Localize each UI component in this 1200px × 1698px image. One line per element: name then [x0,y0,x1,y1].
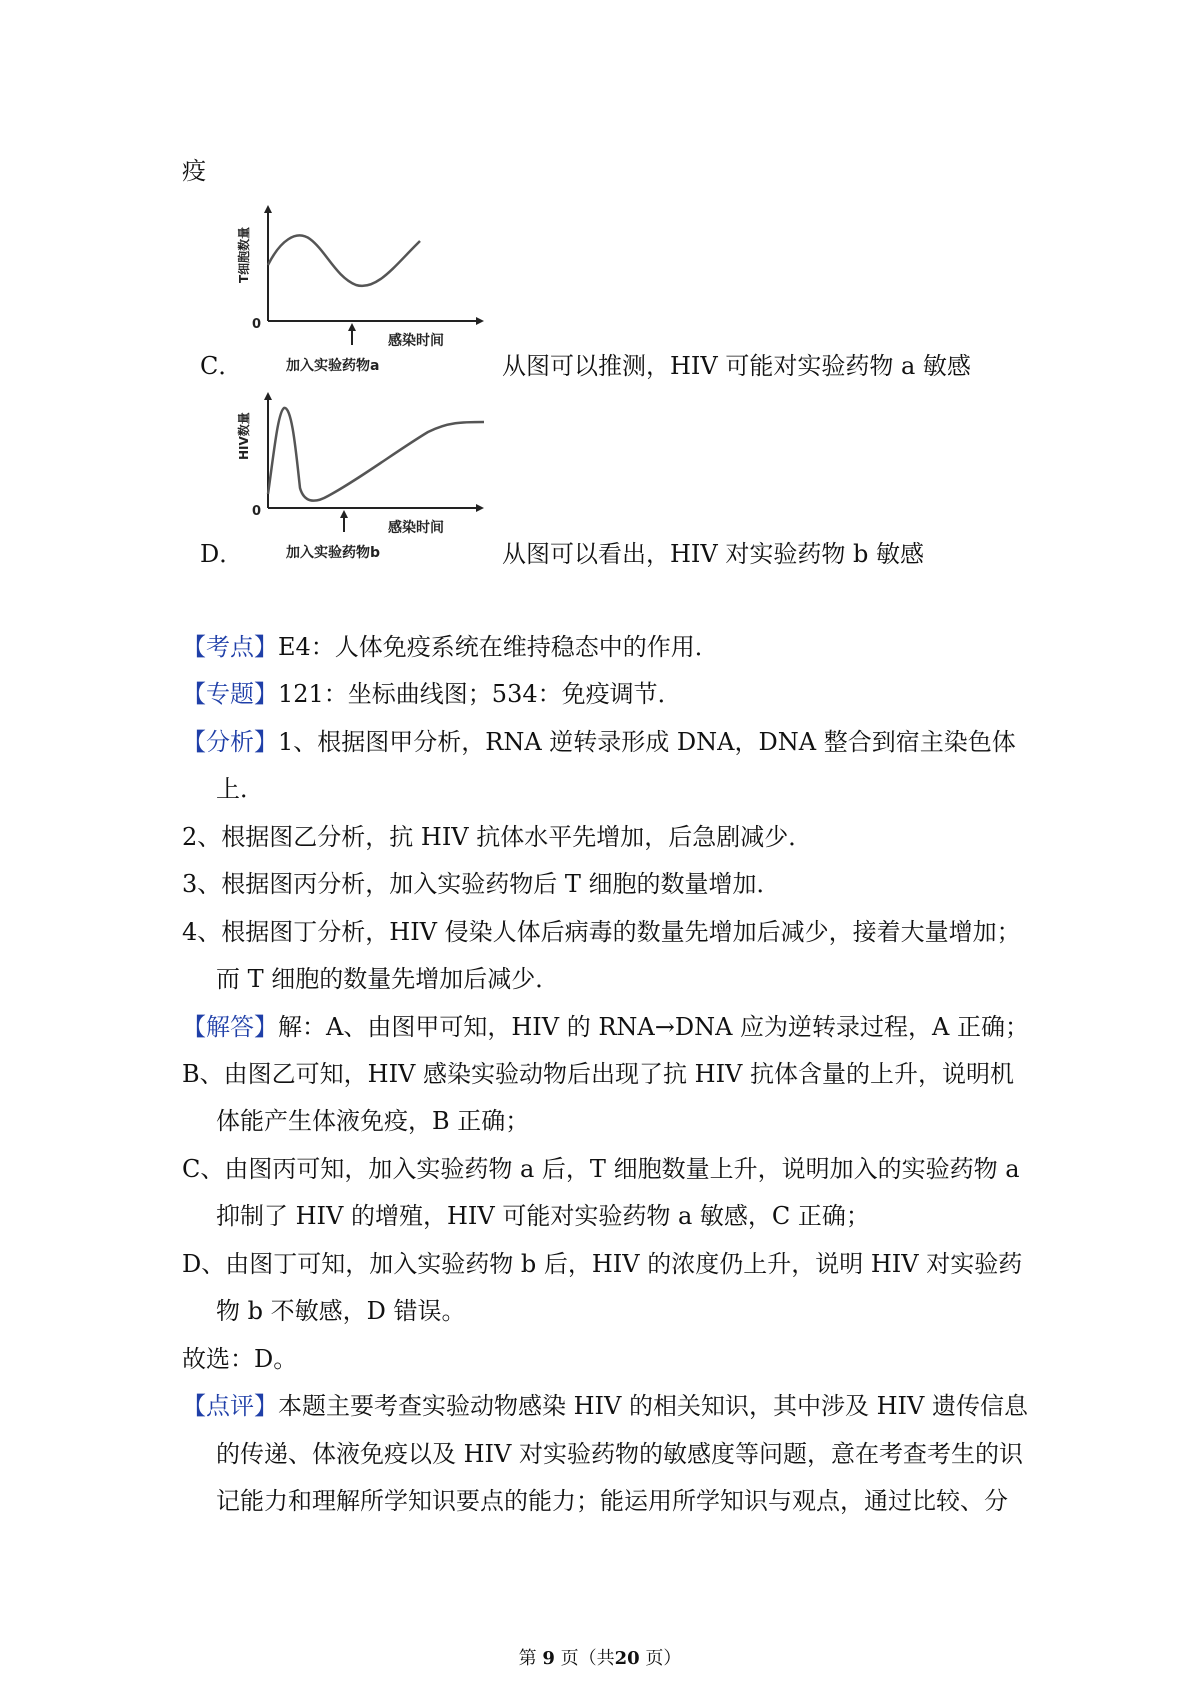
hiv-curve [268,408,484,501]
fenxi-text-1: 1、根据图甲分析，RNA 逆转录形成 DNA，DNA 整合到宿主染色体 [278,728,1016,756]
jieda-line-7: 物 b 不敏感，D 错误。 [216,1297,466,1325]
option-d-label: D． [200,540,244,568]
fenxi-tag: 【分析】 [182,728,278,756]
fenxi-line-6: 而 T 细胞的数量先增加后减少． [216,965,560,993]
zhuanti-text: 121：坐标曲线图；534：免疫调节． [278,680,682,708]
dianping-tag: 【点评】 [182,1392,278,1420]
option-d-text: 从图可以看出，HIV 对实验药物 b 敏感 [502,540,924,568]
jieda-line-2: B、由图乙可知，HIV 感染实验动物后出现了抗 HIV 抗体含量的上升，说明机 [182,1060,1015,1088]
arrow-label: 加入实验药物a [286,358,380,374]
jieda-line-3: 体能产生体液免疫，B 正确； [216,1107,530,1135]
zhuanti-tag: 【专题】 [182,680,278,708]
dianping-line-2: 的传递、体液免疫以及 HIV 对实验药物的敏感度等问题，意在考查考生的识 [216,1440,1023,1468]
y-axis-label: HIV数量 [237,412,251,460]
zhuanti-line [182,677,682,711]
jieda-line-1 [182,1010,1029,1044]
option-c-text: 从图可以推测，HIV 可能对实验药物 a 敏感 [502,352,971,380]
figure-d-hiv-chart [237,392,498,561]
x-axis-arrow [476,317,484,325]
figure-c-t-cell-chart [237,205,498,374]
x-axis-label: 感染时间 [388,333,444,349]
option-c-label: C． [200,352,243,380]
origin-label: 0 [252,504,262,519]
footer-middle: 页（共 [560,1648,615,1669]
x-axis-arrow [476,504,484,512]
kaodian-text: E4：人体免疫系统在维持稳态中的作用． [278,633,719,661]
fenxi-line-1 [182,725,1016,759]
kaodian-tag: 【考点】 [182,633,278,661]
drug-arrow-head [348,323,356,331]
page-number: 9 [542,1648,555,1669]
dianping-text-1: 本题主要考查实验动物感染 HIV 的相关知识，其中涉及 HIV 遗传信息 [278,1392,1028,1420]
dianping-line-1 [182,1389,1028,1423]
y-axis-arrow [264,205,272,213]
x-axis-label: 感染时间 [388,520,444,536]
arrow-label: 加入实验药物b [286,545,381,561]
origin-label: 0 [252,317,262,332]
total-pages: 20 [614,1648,640,1669]
fenxi-line-2: 上． [216,775,264,803]
t-cell-curve [268,235,420,285]
fenxi-line-4: 3、根据图丙分析，加入实验药物后 T 细胞的数量增加． [182,870,781,898]
y-axis-arrow [264,392,272,400]
fenxi-line-5: 4、根据图丁分析，HIV 侵染人体后病毒的数量先增加后减少，接着大量增加； [182,918,1021,946]
answer-line: 故选：D。 [182,1345,298,1373]
jieda-line-4: C、由图丙可知，加入实验药物 a 后，T 细胞数量上升，说明加入的实验药物 a [182,1155,1020,1183]
footer-prefix: 第 [518,1648,537,1669]
top-fragment: 疫 [182,157,206,185]
jieda-line-5: 抑制了 HIV 的增殖，HIV 可能对实验药物 a 敏感，C 正确； [216,1202,870,1230]
drug-arrow-head [340,510,348,518]
y-axis-label: T细胞数量 [237,226,251,283]
dianping-line-3: 记能力和理解所学知识要点的能力；能运用所学知识与观点，通过比较、分 [216,1487,1008,1515]
fenxi-line-3: 2、根据图乙分析，抗 HIV 抗体水平先增加，后急剧减少． [182,823,813,851]
page-footer [0,1644,1200,1670]
jieda-line-6: D、由图丁可知，加入实验药物 b 后，HIV 的浓度仍上升，说明 HIV 对实验药 [182,1250,1023,1278]
jieda-text-1: 解：A、由图甲可知，HIV 的 RNA→DNA 应为逆转录过程，A 正确； [278,1013,1030,1041]
kaodian-line [182,630,719,664]
footer-suffix: 页） [645,1648,682,1669]
jieda-tag: 【解答】 [182,1013,278,1041]
